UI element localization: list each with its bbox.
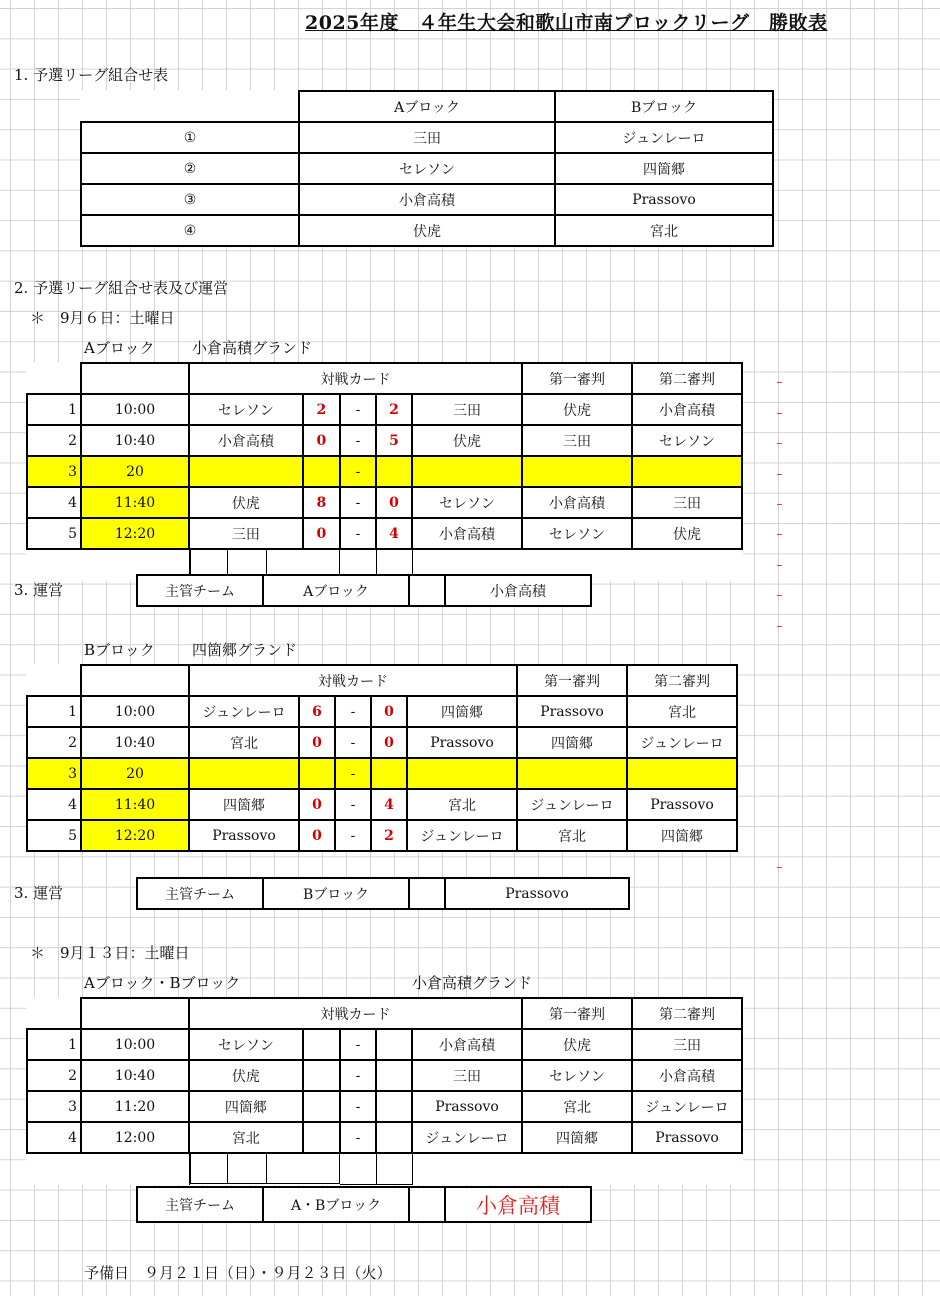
match-no: 1 (27, 394, 81, 425)
referee-1: 三田 (522, 425, 632, 456)
match-no: 3 (27, 758, 81, 789)
home-score (303, 1091, 340, 1122)
away-score (376, 456, 412, 487)
home-score: 2 (303, 394, 340, 425)
margin-mark (777, 534, 782, 535)
margin-mark (777, 867, 782, 868)
blank-cell (189, 1153, 340, 1184)
match-time: 10:40 (81, 727, 189, 758)
score-separator: - (335, 820, 371, 851)
score-separator: - (340, 394, 376, 425)
match-no: 5 (27, 820, 81, 851)
blank-cell (340, 1153, 376, 1184)
home-team: 小倉高積 (189, 425, 303, 456)
match-row (27, 487, 742, 518)
match-row (27, 1091, 742, 1122)
host-team: 小倉高積 (445, 575, 591, 606)
home-team: 宮北 (189, 1122, 303, 1153)
match-time: 11:40 (81, 487, 189, 518)
host-label: 主管チーム (137, 878, 263, 909)
ref2-header: 第二審判 (632, 363, 742, 394)
score-separator: - (340, 456, 376, 487)
b-block-match-table (26, 664, 738, 852)
ab-block-match-table (26, 997, 743, 1185)
match-card-header: 対戦カード (189, 998, 522, 1029)
group-seed: ② (81, 153, 299, 184)
referee-2 (627, 758, 737, 789)
date-sep13: ＊ 9月１３日：土曜日 (30, 944, 190, 962)
match-time: 12:20 (81, 518, 189, 549)
home-score (303, 1060, 340, 1091)
home-score (303, 1122, 340, 1153)
margin-mark (777, 626, 782, 627)
group-table-corner (81, 91, 299, 122)
score-separator: - (335, 758, 371, 789)
referee-1: 伏虎 (522, 394, 632, 425)
match-no: 5 (27, 518, 81, 549)
home-score (303, 456, 340, 487)
group-col-b: Bブロック (555, 91, 773, 122)
blank-cell (27, 549, 81, 580)
away-team (407, 758, 517, 789)
reserve-days: 予備日 ９月２１日（日）・９月２３日（火） (84, 1264, 392, 1282)
match-no: 2 (27, 425, 81, 456)
referee-2: 宮北 (627, 696, 737, 727)
away-score (376, 1091, 412, 1122)
away-score: 0 (376, 487, 412, 518)
home-score: 0 (303, 425, 340, 456)
away-team: 伏虎 (412, 425, 522, 456)
score-separator: - (340, 1091, 376, 1122)
home-team: 宮北 (189, 727, 299, 758)
match-no: 2 (27, 1060, 81, 1091)
home-team: 伏虎 (189, 487, 303, 518)
group-row (81, 153, 773, 184)
match-corner (27, 665, 81, 696)
b-ops-label: 3. 運営 (14, 884, 64, 902)
away-team: Prassovo (412, 1091, 522, 1122)
home-team: セレソン (189, 1029, 303, 1060)
referee-2: Prassovo (627, 789, 737, 820)
referee-2: 三田 (632, 1029, 742, 1060)
score-separator: - (340, 1029, 376, 1060)
group-col-a: Aブロック (299, 91, 555, 122)
b-ops-table (136, 877, 630, 910)
group-seed: ① (81, 122, 299, 153)
match-row (27, 696, 737, 727)
score-separator: - (340, 1060, 376, 1091)
margin-mark (777, 443, 782, 444)
away-team: セレソン (412, 487, 522, 518)
match-corner (27, 363, 81, 394)
home-score: 0 (299, 820, 335, 851)
group-a-team: 伏虎 (299, 215, 555, 246)
home-team (189, 758, 299, 789)
home-score: 0 (299, 789, 335, 820)
score-separator: - (335, 727, 371, 758)
match-time: 10:00 (81, 1029, 189, 1060)
match-no: 3 (27, 456, 81, 487)
referee-1: 四箇郷 (517, 727, 627, 758)
ab-ops-table (136, 1186, 592, 1223)
match-row (27, 1060, 742, 1091)
host-block: Aブロック (263, 575, 409, 606)
host-spacer (409, 1187, 445, 1222)
group-b-team: 四箇郷 (555, 153, 773, 184)
match-time: 11:40 (81, 789, 189, 820)
referee-2 (632, 456, 742, 487)
match-card-header: 対戦カード (189, 665, 517, 696)
blank-cell (27, 1153, 81, 1184)
away-team: 宮北 (407, 789, 517, 820)
a-block-label: Aブロック (84, 339, 155, 357)
margin-mark (777, 565, 782, 566)
blank-cell (376, 1153, 412, 1184)
away-team: 三田 (412, 394, 522, 425)
page-title: 2025年度 ４年生大会和歌山市南ブロックリーグ 勝敗表 (305, 12, 828, 34)
score-separator: - (335, 696, 371, 727)
referee-2: 小倉高積 (632, 394, 742, 425)
group-row (81, 122, 773, 153)
blank-cell (412, 1153, 742, 1184)
away-score (376, 1060, 412, 1091)
match-row (27, 456, 742, 487)
match-row (27, 394, 742, 425)
referee-2: ジュンレーロ (627, 727, 737, 758)
away-team: 小倉高積 (412, 1029, 522, 1060)
match-corner (27, 998, 81, 1029)
referee-2: 三田 (632, 487, 742, 518)
group-b-team: 宮北 (555, 215, 773, 246)
match-no: 1 (27, 1029, 81, 1060)
away-score (376, 1122, 412, 1153)
match-time-header (81, 665, 189, 696)
home-score: 6 (299, 696, 335, 727)
home-score (303, 1029, 340, 1060)
away-team: 小倉高積 (412, 518, 522, 549)
score-separator: - (340, 518, 376, 549)
referee-1: 宮北 (517, 820, 627, 851)
match-row (27, 789, 737, 820)
match-time: 12:00 (81, 1122, 189, 1153)
home-team: セレソン (189, 394, 303, 425)
score-separator: - (340, 1122, 376, 1153)
referee-2: Prassovo (632, 1122, 742, 1153)
a-ops-table (136, 574, 592, 607)
home-team: ジュンレーロ (189, 696, 299, 727)
match-no: 1 (27, 696, 81, 727)
match-time-header (81, 363, 189, 394)
host-label: 主管チーム (137, 575, 263, 606)
match-card-header: 対戦カード (189, 363, 522, 394)
away-score: 2 (376, 394, 412, 425)
trailer-row (27, 1153, 742, 1184)
referee-2: 四箇郷 (627, 820, 737, 851)
match-time: 10:00 (81, 696, 189, 727)
match-no: 2 (27, 727, 81, 758)
home-team: 四箇郷 (189, 1091, 303, 1122)
referee-1 (522, 456, 632, 487)
home-team (189, 456, 303, 487)
match-time: 10:00 (81, 394, 189, 425)
match-time: 10:40 (81, 425, 189, 456)
away-score (376, 1029, 412, 1060)
away-score: 2 (371, 820, 407, 851)
match-time: 20 (81, 758, 189, 789)
ref2-header: 第二審判 (627, 665, 737, 696)
away-team: ジュンレーロ (412, 1122, 522, 1153)
match-no: 3 (27, 1091, 81, 1122)
group-b-team: ジュンレーロ (555, 122, 773, 153)
section2-heading: 2. 予選リーグ組合せ表及び運営 (14, 279, 229, 297)
host-spacer (409, 878, 445, 909)
home-team: 伏虎 (189, 1060, 303, 1091)
score-separator: - (340, 425, 376, 456)
referee-2: ジュンレーロ (632, 1091, 742, 1122)
score-separator: - (340, 487, 376, 518)
away-team (412, 456, 522, 487)
referee-1: 宮北 (522, 1091, 632, 1122)
a-block-venue: 小倉高積グランド (192, 339, 313, 357)
host-spacer (409, 575, 445, 606)
home-score (299, 758, 335, 789)
group-table (80, 90, 774, 247)
blank-cell (81, 1153, 189, 1184)
referee-1: Prassovo (517, 696, 627, 727)
group-seed: ③ (81, 184, 299, 215)
b-block-label: Bブロック (84, 641, 155, 659)
group-row (81, 184, 773, 215)
ab-block-venue: 小倉高積グランド (412, 974, 533, 992)
match-row (27, 518, 742, 549)
group-a-team: セレソン (299, 153, 555, 184)
away-team: Prassovo (407, 727, 517, 758)
group-a-team: 三田 (299, 122, 555, 153)
host-block: A・Bブロック (263, 1187, 409, 1222)
margin-mark (777, 413, 782, 414)
home-score: 0 (303, 518, 340, 549)
away-score: 0 (371, 727, 407, 758)
margin-mark (777, 504, 782, 505)
score-separator: - (335, 789, 371, 820)
group-row (81, 215, 773, 246)
away-team: ジュンレーロ (407, 820, 517, 851)
ref1-header: 第一審判 (522, 998, 632, 1029)
match-time: 10:40 (81, 1060, 189, 1091)
a-ops-label: 3. 運営 (14, 581, 64, 599)
referee-1: セレソン (522, 518, 632, 549)
date-sep6: ＊ 9月６日：土曜日 (30, 309, 175, 327)
host-team: Prassovo (445, 878, 629, 909)
host-team: 小倉高積 (445, 1187, 591, 1222)
away-score: 5 (376, 425, 412, 456)
ref1-header: 第一審判 (522, 363, 632, 394)
match-no: 4 (27, 1122, 81, 1153)
away-score (371, 758, 407, 789)
margin-mark (777, 474, 782, 475)
ref1-header: 第一審判 (517, 665, 627, 696)
away-score: 4 (371, 789, 407, 820)
section1-heading: 1. 予選リーグ組合せ表 (14, 66, 169, 84)
referee-1: ジュンレーロ (517, 789, 627, 820)
away-score: 0 (371, 696, 407, 727)
host-block: Bブロック (263, 878, 409, 909)
match-row (27, 820, 737, 851)
a-block-match-table (26, 362, 743, 581)
ref2-header: 第二審判 (632, 998, 742, 1029)
home-score: 0 (299, 727, 335, 758)
away-score: 4 (376, 518, 412, 549)
ab-block-label: Aブロック・Bブロック (84, 974, 241, 992)
referee-1 (517, 758, 627, 789)
match-row (27, 1029, 742, 1060)
match-time: 20 (81, 456, 189, 487)
referee-1: 伏虎 (522, 1029, 632, 1060)
referee-2: セレソン (632, 425, 742, 456)
match-row (27, 758, 737, 789)
away-team: 三田 (412, 1060, 522, 1091)
match-time: 11:20 (81, 1091, 189, 1122)
referee-1: 四箇郷 (522, 1122, 632, 1153)
margin-mark (777, 382, 782, 383)
match-row (27, 1122, 742, 1153)
match-time-header (81, 998, 189, 1029)
match-row (27, 425, 742, 456)
away-team: 四箇郷 (407, 696, 517, 727)
match-time: 12:20 (81, 820, 189, 851)
margin-mark (777, 595, 782, 596)
b-block-venue: 四箇郷グランド (192, 641, 298, 659)
referee-1: セレソン (522, 1060, 632, 1091)
group-b-team: Prassovo (555, 184, 773, 215)
match-no: 4 (27, 789, 81, 820)
referee-2: 小倉高積 (632, 1060, 742, 1091)
home-team: Prassovo (189, 820, 299, 851)
home-team: 三田 (189, 518, 303, 549)
host-label: 主管チーム (137, 1187, 263, 1222)
home-team: 四箇郷 (189, 789, 299, 820)
referee-1: 小倉高積 (522, 487, 632, 518)
referee-2: 伏虎 (632, 518, 742, 549)
match-no: 4 (27, 487, 81, 518)
group-a-team: 小倉高積 (299, 184, 555, 215)
group-seed: ④ (81, 215, 299, 246)
home-score: 8 (303, 487, 340, 518)
match-row (27, 727, 737, 758)
